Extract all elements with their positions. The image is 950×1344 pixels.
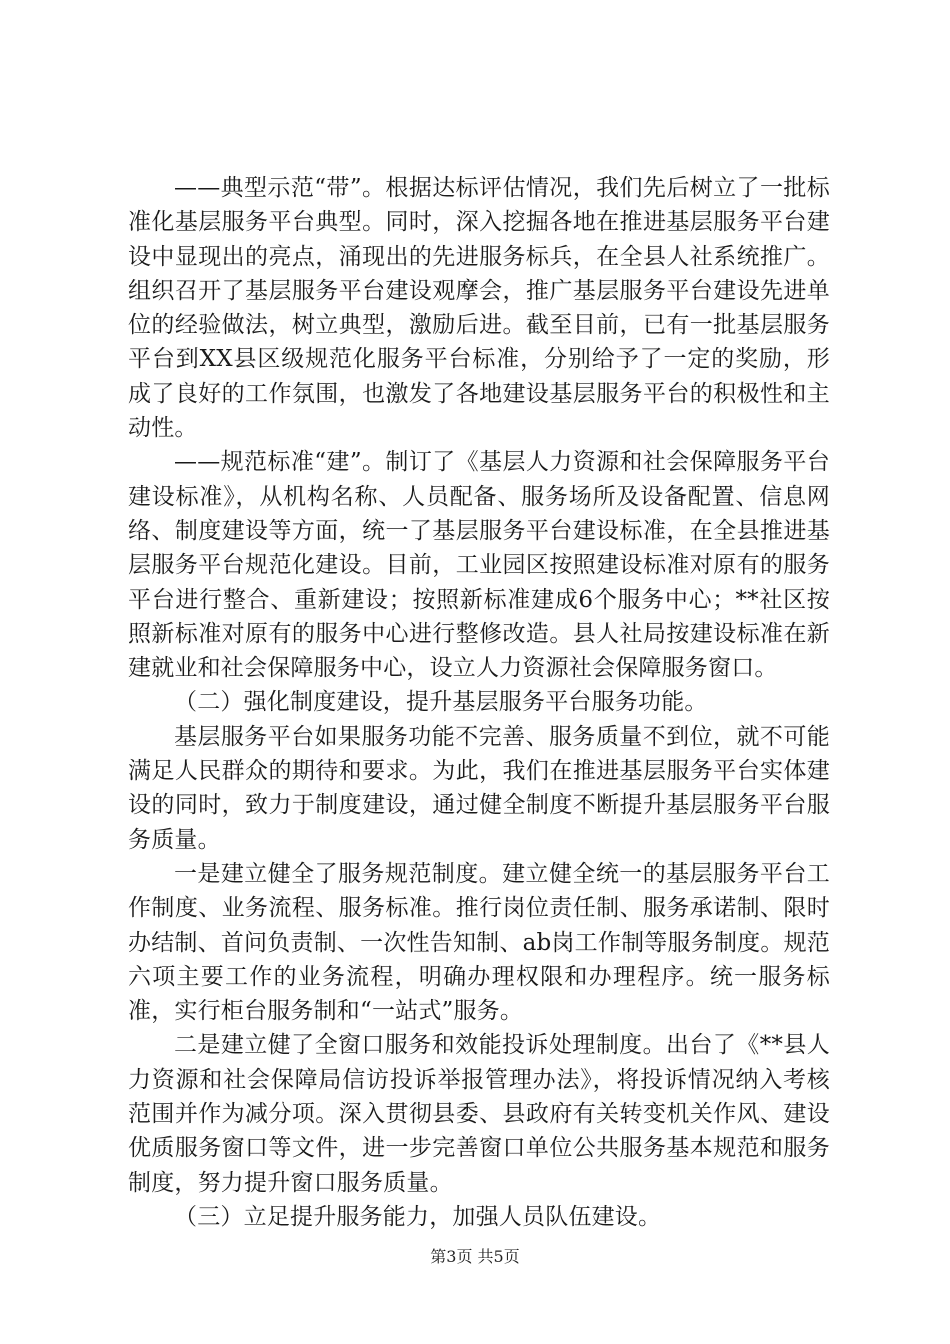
paragraph-typical-demo: ——典型示范“带”。根据达标评估情况，我们先后树立了一批标准化基层服务平台典型。同时，深入挖掘各地在推进基层服务平台建设中显现出的亮点，涌现出的先进服务标兵，在全县人社系统推广。组织召开了基层服务平台建设观摩会，推广基层服务平台建设先进单位的经验做法，树立典型，激励后进。截至目前，已有一批基层服务平台到XX县区级规范化服务平台标准，分别给予了一定的奖励，形成了良好的工作氛围，也激发了各地建设基层服务平台的积极性和主动性。 xyxy=(128,175,830,442)
paragraph-standard-build: ——规范标准“建”。制订了《基层人力资源和社会保障服务平台建设标准》，从机构名称、人员配备、服务场所及设备配置、信息网络、制度建设等方面，统一了基层服务平台建设标准，在全县推进基层服务平台规范化建设。目前，工业园区按照建设标准对原有的服务平台进行整合、重新建设；按照新标准建成6个服务中心；**社区按照新标准对原有的服务中心进行整修改造。县人社局按建设标准在新建就业和社会保障服务中心，设立人力资源社会保障服务窗口。 xyxy=(128,449,830,682)
document-body xyxy=(128,171,830,1234)
paragraph-complaint-system: 二是建立健了全窗口服务和效能投诉处理制度。出台了《**县人力资源和社会保障局信访投诉举报管理办法》，将投诉情况纳入考核范围并作为减分项。深入贯彻县委、县政府有关转变机关作风、建设优质服务窗口等文件，进一步完善窗口单位公共服务基本规范和服务制度，努力提升窗口服务质量。 xyxy=(128,1032,830,1196)
paragraph-service-standard: 一是建立健全了服务规范制度。建立健全统一的基层服务平台工作制度、业务流程、服务标准。推行岗位责任制、服务承诺制、限时办结制、首问负责制、一次性告知制、ab岗工作制等服务制度。规范六项主要工作的业务流程，明确办理权限和办理程序。统一服务标准，实行柜台服务制和“一站式”服务。 xyxy=(128,860,830,1025)
section-heading-2: （二）强化制度建设，提升基层服务平台服务功能。 xyxy=(174,689,708,716)
page-footer: 第3页 共5页 xyxy=(430,1247,520,1266)
section-heading-3: （三）立足提升服务能力，加强人员队伍建设。 xyxy=(174,1203,662,1230)
paragraph-service-function: 基层服务平台如果服务功能不完善、服务质量不到位，就不可能满足人民群众的期待和要求。为此，我们在推进基层服务平台实体建设的同时，致力于制度建设，通过健全制度不断提升基层服务平台服务质量。 xyxy=(128,723,830,853)
